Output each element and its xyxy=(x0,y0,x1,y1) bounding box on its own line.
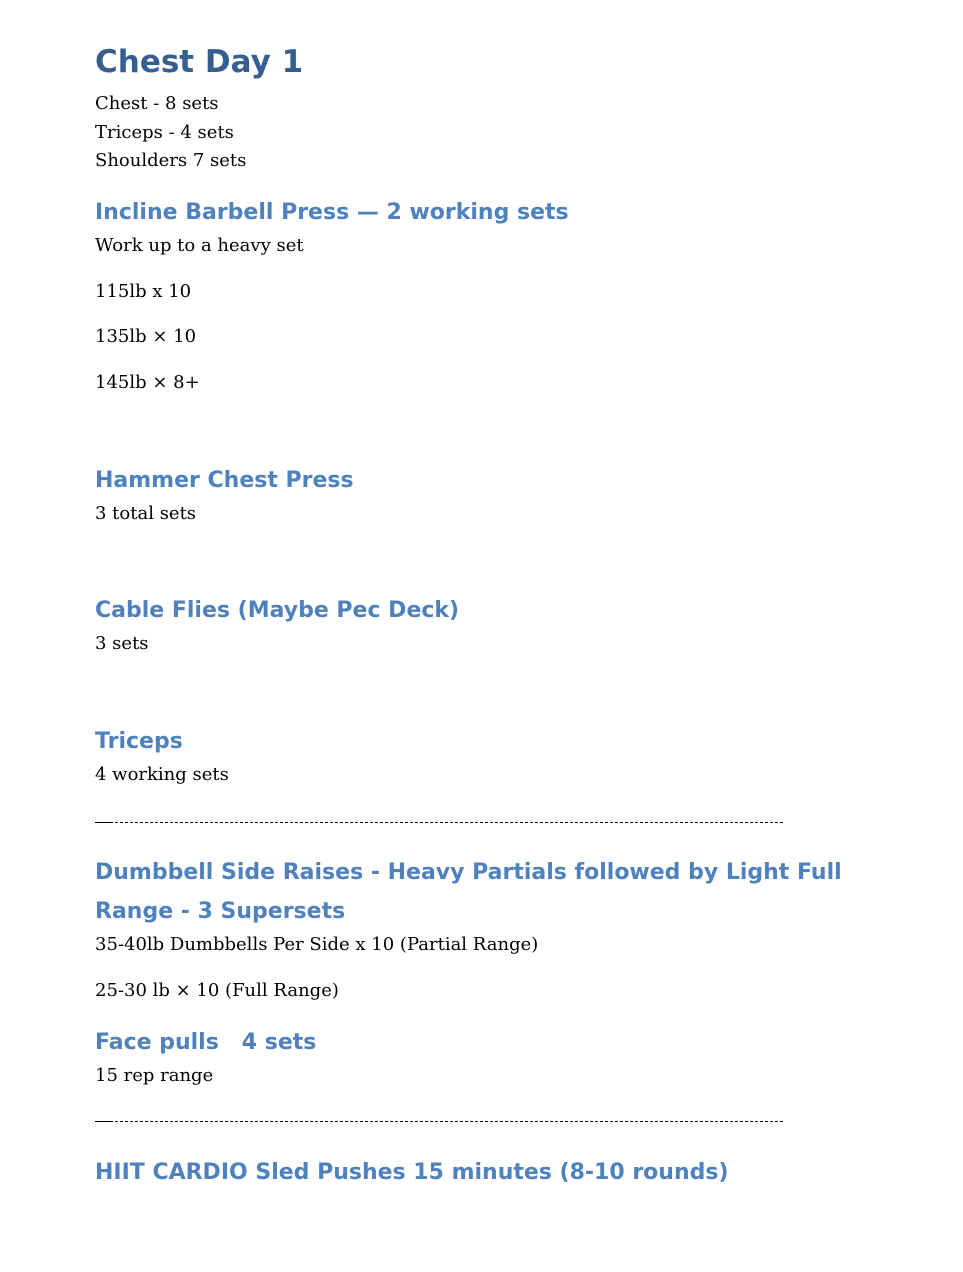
document-title: Chest Day 1 xyxy=(95,44,304,80)
section-divider xyxy=(95,822,783,823)
incline-set-2: 135lb × 10 xyxy=(95,326,197,347)
heading-face-pulls: Face pulls 4 sets xyxy=(95,1030,317,1055)
section-divider xyxy=(95,1121,783,1122)
incline-set-1: 115lb x 10 xyxy=(95,281,192,302)
cable-sets: 3 sets xyxy=(95,633,149,654)
heading-incline-barbell-press: Incline Barbell Press — 2 working sets xyxy=(95,200,569,225)
summary-triceps: Triceps - 4 sets xyxy=(95,122,234,143)
side-raises-partial: 35-40lb Dumbbells Per Side x 10 (Partial Range) xyxy=(95,934,539,955)
heading-side-raises-line-1: Dumbbell Side Raises - Heavy Partials followed by Light Full xyxy=(95,860,842,885)
incline-set-3: 145lb × 8+ xyxy=(95,372,200,393)
heading-hiit-cardio: HIIT CARDIO Sled Pushes 15 minutes (8-10 rounds) xyxy=(95,1160,729,1185)
incline-note: Work up to a heavy set xyxy=(95,235,304,256)
heading-side-raises-line-2: Range - 3 Supersets xyxy=(95,899,346,924)
heading-cable-flies: Cable Flies (Maybe Pec Deck) xyxy=(95,598,460,623)
heading-hammer-chest-press: Hammer Chest Press xyxy=(95,468,354,493)
side-raises-full: 25-30 lb × 10 (Full Range) xyxy=(95,980,339,1001)
hammer-sets: 3 total sets xyxy=(95,503,197,524)
triceps-sets: 4 working sets xyxy=(95,764,229,785)
summary-chest: Chest - 8 sets xyxy=(95,93,219,114)
face-pulls-reps: 15 rep range xyxy=(95,1065,214,1086)
heading-triceps: Triceps xyxy=(95,729,183,754)
summary-shoulders: Shoulders 7 sets xyxy=(95,150,247,171)
